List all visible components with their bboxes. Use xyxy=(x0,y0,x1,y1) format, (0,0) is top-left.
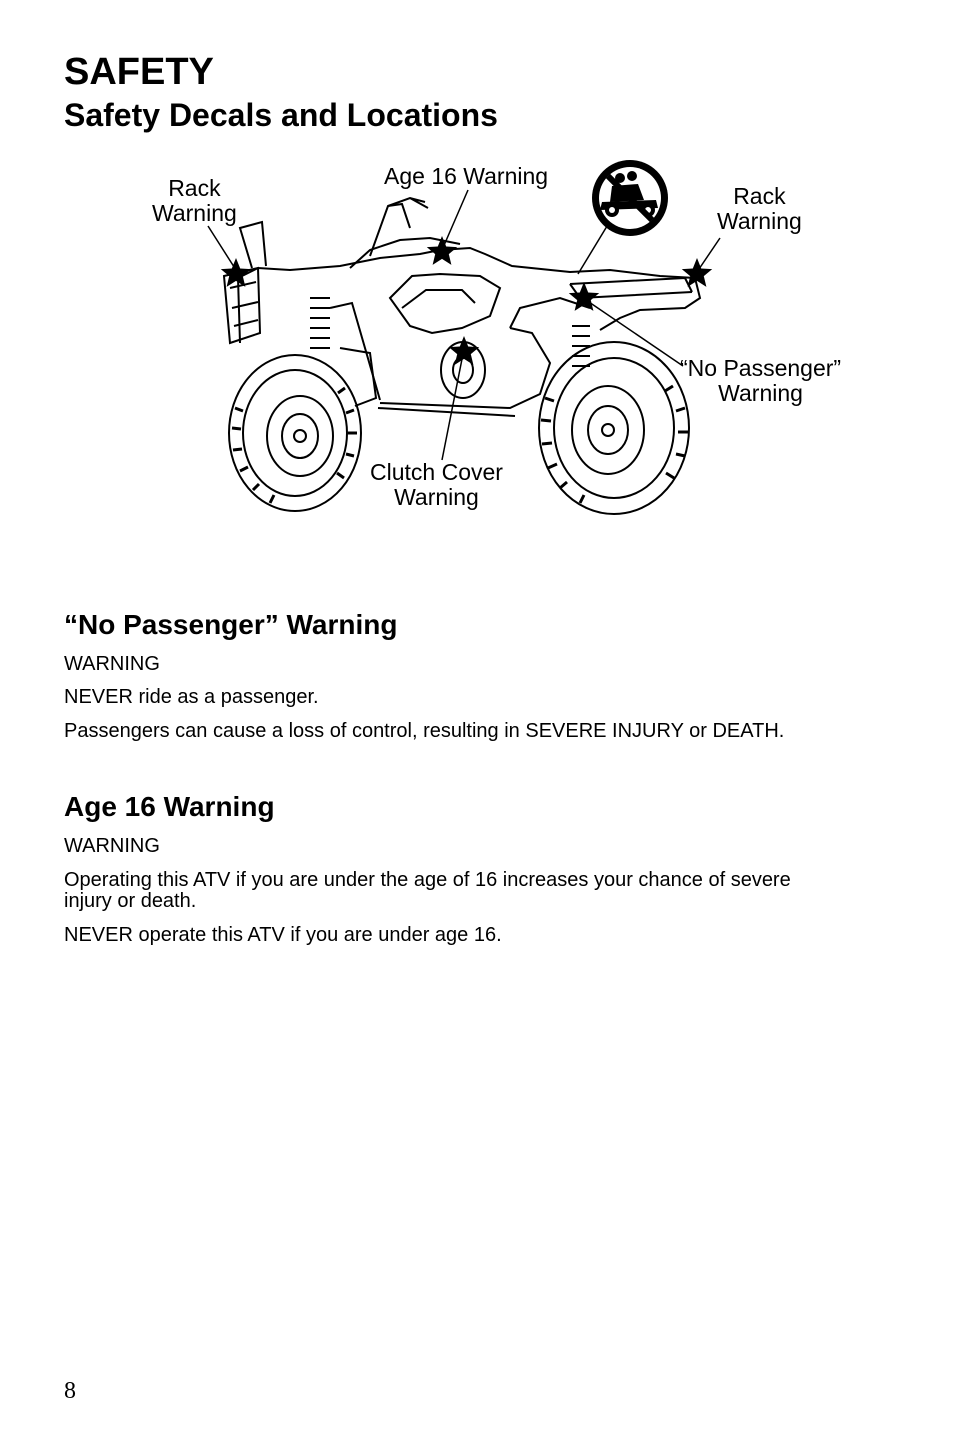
warning-label: WARNING xyxy=(64,835,160,857)
paragraph: Passengers can cause a loss of control, resulting in SEVERE INJURY or DEATH. xyxy=(64,720,785,742)
callout-no-passenger-text: “No Passenger” Warning xyxy=(680,355,842,407)
callout-rack-front-text: Rack Warning xyxy=(152,175,237,227)
paragraph: Operating this ATV if you are under the age of 16 increases your chance of severe injury or death. xyxy=(64,869,791,912)
star-marker-icon xyxy=(427,236,457,265)
page-title: Safety Decals and Locations xyxy=(64,97,498,133)
warning-label: WARNING xyxy=(64,653,160,675)
callout-no-passenger xyxy=(680,356,841,407)
callout-rack-rear xyxy=(717,184,802,235)
callout-clutch-text: Clutch Cover Warning xyxy=(370,459,503,511)
callout-age16 xyxy=(384,164,548,189)
callout-clutch xyxy=(370,460,503,511)
paragraph: NEVER operate this ATV if you are under age 16. xyxy=(64,924,502,946)
star-marker-icon xyxy=(449,336,479,365)
no-passenger-symbol-icon xyxy=(592,160,668,236)
paragraph: NEVER ride as a passenger. xyxy=(64,686,319,708)
page-number: 8 xyxy=(64,1378,76,1404)
callout-age16-text: Age 16 Warning xyxy=(384,163,549,189)
section-title-no-passenger: “No Passenger” Warning xyxy=(64,609,398,640)
section-heading: SAFETY xyxy=(64,51,214,93)
section-title-age16: Age 16 Warning xyxy=(64,791,275,822)
decal-location-figure xyxy=(140,158,870,528)
callout-rack-rear-text: Rack Warning xyxy=(717,183,802,235)
callout-rack-front xyxy=(152,176,237,227)
